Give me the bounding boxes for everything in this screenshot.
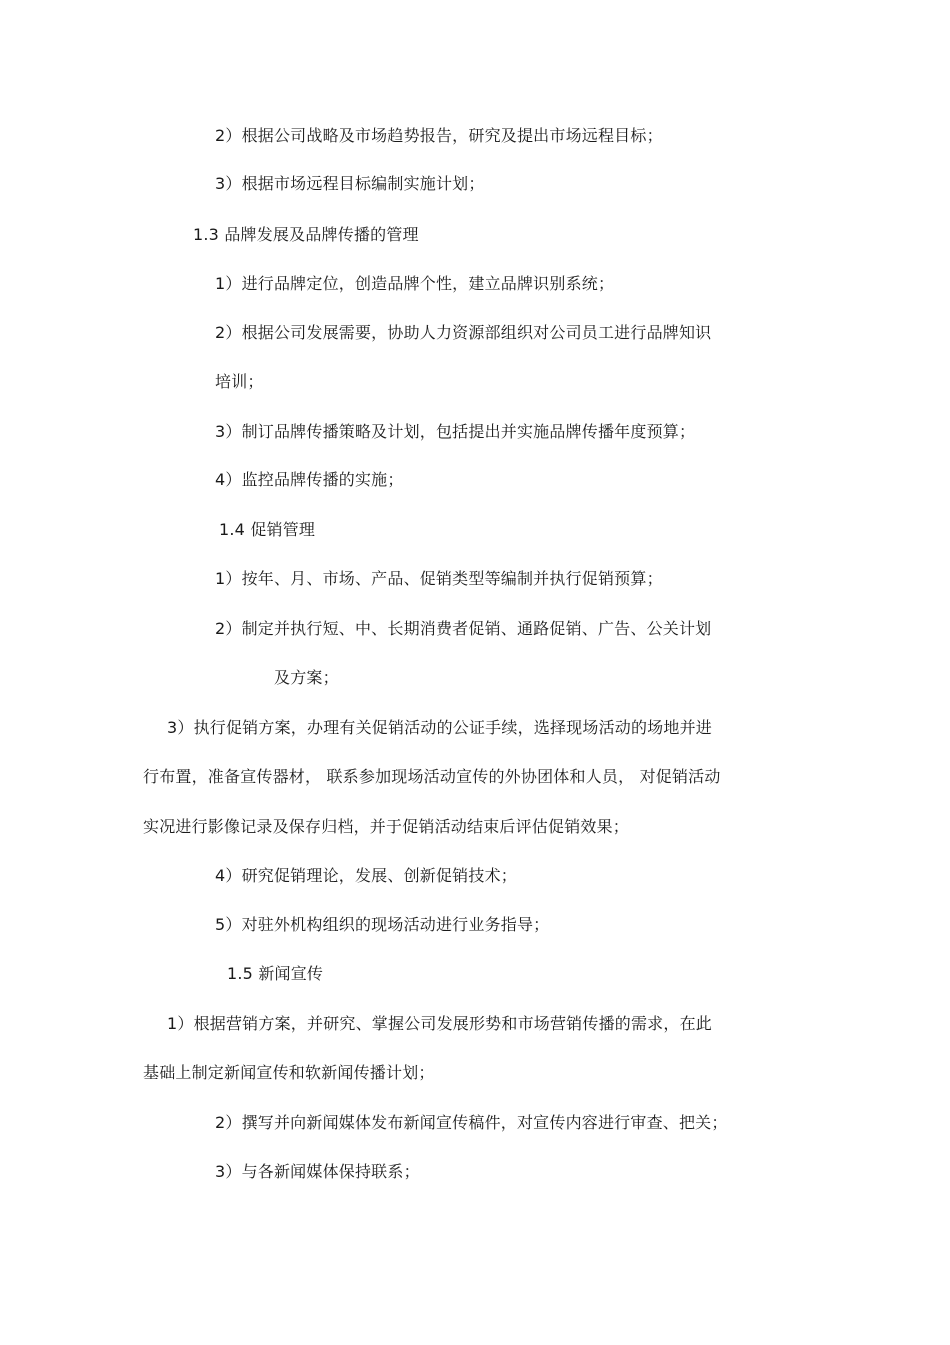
text-line: 2）制定并执行短、中、长期消费者促销、通路促销、广告、公关计划 <box>215 619 712 638</box>
text-line: 1）进行品牌定位，创造品牌个性，建立品牌识别系统； <box>215 274 615 293</box>
text-line: 1）按年、月、市场、产品、促销类型等编制并执行促销预算； <box>215 569 663 588</box>
text-line: 2）根据公司发展需要，协助人力资源部组织对公司员工进行品牌知识 <box>215 323 712 342</box>
text-line: 3）与各新闻媒体保持联系； <box>215 1162 420 1181</box>
text-line: 3）根据市场远程目标编制实施计划； <box>215 174 485 193</box>
text-line: 实况进行影像记录及保存归档，并于促销活动结束后评估促销效果； <box>143 817 630 836</box>
section-heading: 1.4 促销管理 <box>219 520 316 539</box>
text-line: 4）监控品牌传播的实施； <box>215 470 404 489</box>
text-line: 1）根据营销方案，并研究、掌握公司发展形势和市场营销传播的需求，在此 <box>167 1014 712 1033</box>
text-line: 行布置，准备宣传器材， 联系参加现场活动宣传的外协团体和人员， 对促销活动 <box>143 767 721 786</box>
section-heading: 1.5 新闻宣传 <box>227 964 324 983</box>
text-line: 及方案； <box>274 668 339 687</box>
text-line: 5）对驻外机构组织的现场活动进行业务指导； <box>215 915 550 934</box>
text-line: 基础上制定新闻宣传和软新闻传播计划； <box>143 1063 435 1082</box>
text-line: 3）执行促销方案，办理有关促销活动的公证手续，选择现场活动的场地并进 <box>167 718 712 737</box>
text-line: 2）根据公司战略及市场趋势报告，研究及提出市场远程目标； <box>215 126 663 145</box>
text-line: 3）制订品牌传播策略及计划，包括提出并实施品牌传播年度预算； <box>215 422 696 441</box>
text-line: 培训； <box>215 372 264 391</box>
text-line: 4）研究促销理论，发展、创新促销技术； <box>215 866 517 885</box>
section-heading: 1.3 品牌发展及品牌传播的管理 <box>193 225 419 244</box>
text-line: 2）撰写并向新闻媒体发布新闻宣传稿件，对宣传内容进行审查、把关； <box>215 1113 728 1132</box>
